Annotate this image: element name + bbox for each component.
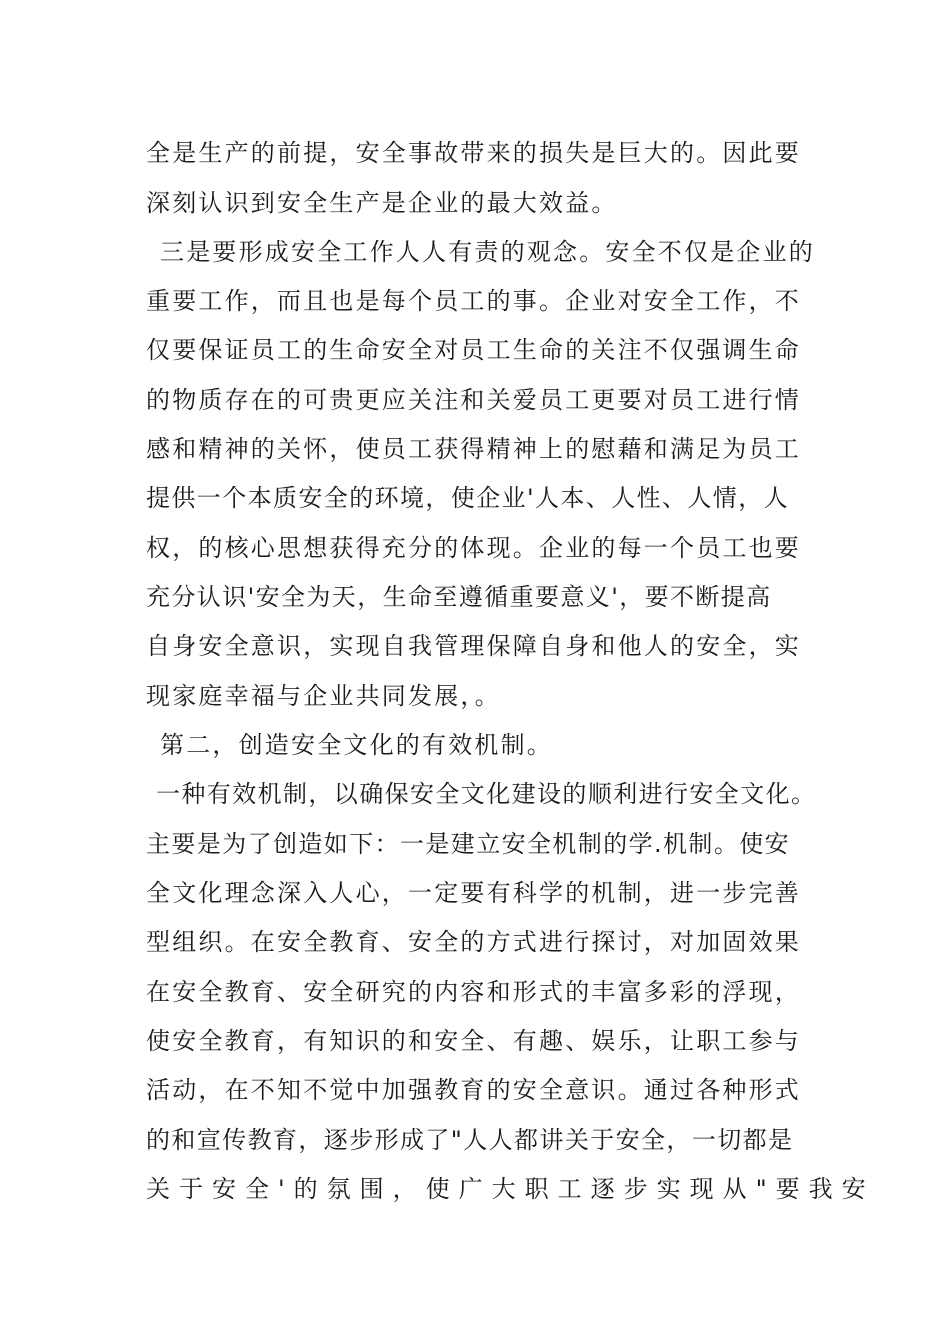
text-line: 自身安全意识，实现自我管理保障自身和他人的安全，实 xyxy=(146,632,801,660)
text-line: 现家庭幸福与企业共同发展，。 xyxy=(146,682,501,710)
text-line: 全文化理念深入人心，一定要有科学的机制，进一步完善 xyxy=(146,879,801,907)
text-line: 型组织。在安全教育、安全的方式进行探讨，对加固效果 xyxy=(146,928,801,956)
text-line: 充分认识'安全为天，生命至遵循重要意义'，要不断提高 xyxy=(146,583,772,611)
text-line: 仅要保证员工的生命安全对员工生命的关注不仅强调生命 xyxy=(146,336,801,364)
text-line: 在安全教育、安全研究的内容和形式的丰富多彩的浮现， xyxy=(146,978,801,1006)
text-line: 权，的核心思想获得充分的体现。企业的每一个员工也要 xyxy=(146,534,801,562)
text-line: 关于安全'的氛围，使广大职工逐步实现从"要我安 xyxy=(146,1175,875,1203)
text-line: 深刻认识到安全生产是企业的最大效益。 xyxy=(146,189,618,217)
text-line: 全是生产的前提，安全事故带来的损失是巨大的。因此要 xyxy=(146,139,801,167)
text-line: 一种有效机制，以确保安全文化建设的顺利进行安全文化。 xyxy=(156,780,817,808)
text-line: 主要是为了创造如下：一是建立安全机制的学.机制。使安 xyxy=(146,830,791,858)
text-line: 使安全教育，有知识的和安全、有趣、娱乐，让职工参与 xyxy=(146,1027,801,1055)
text-line: 重要工作，而且也是每个员工的事。企业对安全工作，不 xyxy=(146,287,801,315)
text-line: 的和宣传教育，逐步形成了"人人都讲关于安全，一切都是 xyxy=(146,1126,794,1154)
text-line: 感和精神的关怀，使员工获得精神上的慰藉和满足为员工 xyxy=(146,435,801,463)
text-line: 提供一个本质安全的环境，使企业'人本、人性、人情，人 xyxy=(146,484,789,512)
text-line: 第二，创造安全文化的有效机制。 xyxy=(160,731,553,759)
text-line: 三是要形成安全工作人人有责的观念。安全不仅是企业的 xyxy=(160,238,815,266)
text-line: 活动，在不知不觉中加强教育的安全意识。通过各种形式 xyxy=(146,1076,801,1104)
text-line: 的物质存在的可贵更应关注和关爱员工更要对员工进行情 xyxy=(146,386,801,414)
